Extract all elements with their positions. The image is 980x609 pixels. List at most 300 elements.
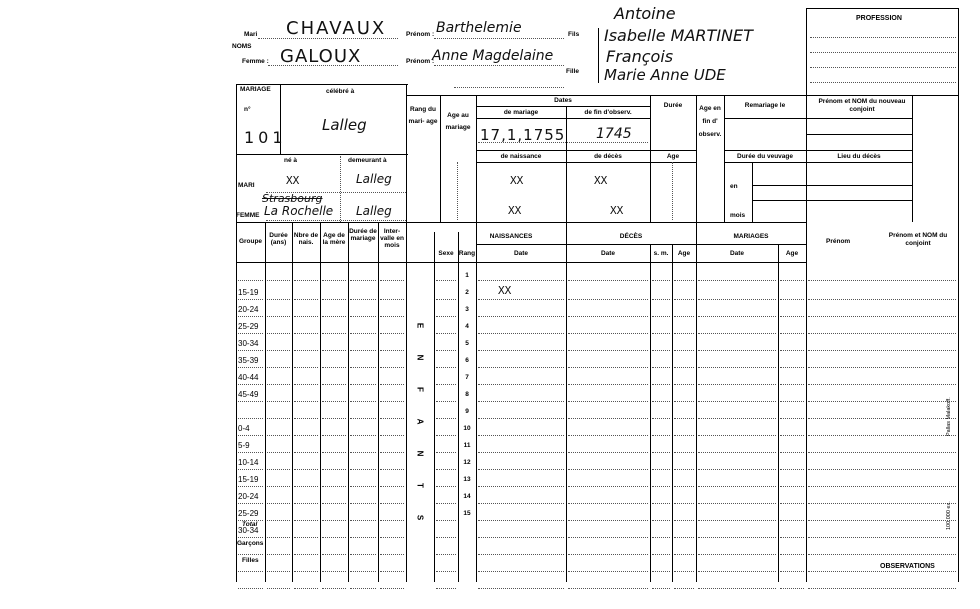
- dates-label: Dates: [554, 97, 572, 104]
- row-dotted-line: [322, 520, 346, 521]
- row-dotted-line: [267, 316, 290, 317]
- row-dotted-line: [674, 486, 694, 487]
- printer-name: Pallas Malakoff.: [946, 397, 952, 436]
- row-dotted-line: [652, 469, 670, 470]
- row-dotted-line: [568, 401, 648, 402]
- fils-label: Fils: [568, 31, 580, 38]
- vertical-letter: E: [415, 322, 425, 329]
- mari-deces: XX: [594, 174, 608, 187]
- ne-a-label: né à: [284, 157, 298, 164]
- row-dotted-line: [436, 367, 456, 368]
- row-dotted-line: [294, 350, 318, 351]
- header-extra-line: [454, 87, 564, 88]
- row-dotted-line: [267, 367, 290, 368]
- age-dots: [672, 162, 673, 220]
- dates-sub-line: [476, 118, 650, 119]
- row-dotted-line: [238, 316, 263, 317]
- row-dotted-line: [380, 350, 404, 351]
- date-line: [478, 142, 648, 143]
- mariage-place: Lalleg: [322, 116, 367, 134]
- row-dotted-line: [238, 435, 263, 436]
- row-dotted-line: [436, 350, 456, 351]
- row-dotted-line: [780, 350, 804, 351]
- row-dotted-line: [652, 280, 670, 281]
- row-dotted-line: [652, 554, 670, 555]
- prenom-label-femme: Prénom :: [406, 58, 435, 65]
- row-dotted-line: [380, 418, 404, 419]
- vertical-letter: T: [415, 483, 425, 488]
- enfants-col-v: [650, 244, 651, 582]
- row-dotted-line: [238, 537, 263, 538]
- naissances-label: NAISSANCES: [489, 233, 533, 240]
- row-dotted-line: [436, 571, 456, 572]
- dates-top: [406, 95, 806, 96]
- row-dotted-line: [652, 333, 670, 334]
- row-dotted-line: [568, 588, 648, 589]
- row-dotted-line: [780, 418, 804, 419]
- row-dotted-line: [808, 316, 956, 317]
- row-dotted-line: [652, 299, 670, 300]
- form-right-border: [958, 8, 959, 582]
- conjoint-label: Prénom et NOM du conjoint: [888, 232, 948, 247]
- row-dotted-line: [780, 435, 804, 436]
- row-dotted-line: [652, 316, 670, 317]
- row-dotted-line: [568, 350, 648, 351]
- row-dotted-line: [674, 280, 694, 281]
- row-dotted-line: [350, 384, 376, 385]
- row-dotted-line: [698, 588, 776, 589]
- row-dotted-line: [322, 588, 346, 589]
- row-dotted-line: [322, 537, 346, 538]
- row-dotted-line: [436, 316, 456, 317]
- enfants-col-v: [672, 244, 673, 582]
- row-dotted-line: [568, 486, 648, 487]
- row-dotted-line: [436, 299, 456, 300]
- row-dotted-line: [294, 469, 318, 470]
- row-dotted-line: [294, 401, 318, 402]
- row-dotted-line: [238, 554, 263, 555]
- profession-line: [810, 37, 956, 38]
- veuvage-line: [752, 200, 806, 201]
- group-row-label: 30-34: [238, 526, 259, 535]
- row-dotted-line: [698, 418, 776, 419]
- de-mariage-label: de mariage: [503, 109, 539, 116]
- row-dotted-line: [698, 316, 776, 317]
- row-dotted-line: [322, 316, 346, 317]
- row-dotted-line: [350, 350, 376, 351]
- mari-ne: XX: [286, 174, 300, 187]
- row-dotted-line: [436, 520, 456, 521]
- femme-naissance: XX: [508, 204, 522, 217]
- row-dotted-line: [322, 452, 346, 453]
- row-dotted-line: [238, 367, 263, 368]
- right-panel-line: [806, 150, 912, 151]
- row-dotted-line: [350, 588, 376, 589]
- row-dotted-line: [652, 520, 670, 521]
- row-dotted-line: [380, 588, 404, 589]
- row-dotted-line: [780, 469, 804, 470]
- row-dotted-line: [322, 571, 346, 572]
- row-dotted-line: [674, 571, 694, 572]
- row-dotted-line: [652, 401, 670, 402]
- row-dotted-line: [698, 401, 776, 402]
- row-dotted-line: [322, 503, 346, 504]
- row-dotted-line: [698, 520, 776, 521]
- row-dotted-line: [478, 588, 564, 589]
- row-dotted-line: [267, 554, 290, 555]
- femme-demeurant: Lalleg: [356, 204, 392, 218]
- row-dotted-line: [478, 367, 564, 368]
- mariage-right-v: [406, 84, 407, 222]
- row-dotted-line: [698, 469, 776, 470]
- duree-label: Durée: [663, 102, 683, 109]
- group-row-label: 30-34: [238, 339, 259, 348]
- femme-ne-struck: Strasbourg: [262, 192, 323, 205]
- mariage-row-line: [266, 220, 406, 221]
- enfants-col-v: [566, 222, 567, 582]
- fin-observ-label: de fin d'observ.: [584, 109, 632, 116]
- age-mariage-label: Age au mariage: [445, 112, 471, 131]
- row-dotted-line: [780, 537, 804, 538]
- row-dotted-line: [568, 367, 648, 368]
- mari-demeurant: Lalleg: [356, 172, 392, 186]
- vertical-letter: S: [415, 514, 425, 521]
- row-dotted-line: [478, 452, 564, 453]
- dates-sub-line: [650, 162, 696, 163]
- row-dotted-line: [380, 503, 404, 504]
- row-dotted-line: [294, 316, 318, 317]
- row-dotted-line: [380, 435, 404, 436]
- dates-sub-line: [724, 150, 806, 151]
- row-dotted-line: [380, 384, 404, 385]
- row-dotted-line: [698, 299, 776, 300]
- profession-label: PROFESSION: [856, 15, 902, 22]
- nbre-nais-label: Nbre de nais.: [293, 232, 319, 246]
- group-row-label: 5-9: [238, 441, 250, 450]
- rang-label: Rang: [458, 250, 476, 257]
- row-dotted-line: [238, 452, 263, 453]
- rank-number: 3: [465, 306, 469, 313]
- deces-label: de décès: [594, 153, 622, 160]
- rank-number: 10: [463, 425, 471, 432]
- rank-number: 4: [465, 323, 469, 330]
- group-row-label: 35-39: [238, 356, 259, 365]
- row-dotted-line: [294, 299, 318, 300]
- row-dotted-line: [238, 469, 263, 470]
- child-name-4: Marie Anne UDE: [604, 66, 726, 84]
- row-dotted-line: [380, 469, 404, 470]
- profession-line: [810, 52, 956, 53]
- enfants-col-v: [696, 222, 697, 582]
- row-dotted-line: [808, 350, 956, 351]
- row-dotted-line: [238, 401, 263, 402]
- row-dotted-line: [238, 280, 263, 281]
- group-row-label: 25-29: [238, 509, 259, 518]
- row-dotted-line: [698, 280, 776, 281]
- row-dotted-line: [674, 537, 694, 538]
- age-mere-label: Age de la mère: [322, 232, 346, 246]
- mari-naissance: XX: [510, 174, 524, 187]
- femme-deces: XX: [610, 204, 624, 217]
- rank-number: 11: [463, 442, 471, 449]
- row-dotted-line: [808, 503, 956, 504]
- row-dotted-line: [698, 350, 776, 351]
- deces-age-label: Age: [677, 250, 691, 257]
- row-dotted-line: [780, 401, 804, 402]
- fille-label: Fille: [566, 68, 580, 75]
- row-dotted-line: [267, 486, 290, 487]
- row-dotted-line: [568, 435, 648, 436]
- row-dotted-line: [808, 486, 956, 487]
- row-dotted-line: [652, 452, 670, 453]
- row-dotted-line: [436, 384, 456, 385]
- row-dotted-line: [238, 571, 263, 572]
- row-dotted-line: [674, 469, 694, 470]
- vertical-letter: N: [415, 354, 425, 361]
- row-dotted-line: [478, 418, 564, 419]
- veuvage-line: [752, 185, 806, 186]
- row-dotted-line: [808, 384, 956, 385]
- row-dotted-line: [478, 350, 564, 351]
- age-dots: [457, 162, 458, 220]
- age-fin-label: Age en fin d' observ.: [698, 105, 722, 138]
- row-dotted-line: [436, 486, 456, 487]
- femme-label: Femme :: [242, 58, 269, 65]
- duree-veuvage-label: Durée du veuvage: [737, 153, 793, 160]
- dates-col-v: [566, 106, 567, 222]
- row-dotted-line: [478, 503, 564, 504]
- group-col-v: [292, 222, 293, 582]
- group-row-label: 0-4: [238, 424, 250, 433]
- row-dotted-line: [674, 503, 694, 504]
- row-dotted-line: [238, 333, 263, 334]
- birth-entry-rank2: XX: [498, 284, 512, 297]
- row-dotted-line: [478, 401, 564, 402]
- row-dotted-line: [436, 452, 456, 453]
- row-dotted-line: [267, 435, 290, 436]
- row-dotted-line: [436, 280, 456, 281]
- rank-number: 9: [465, 408, 469, 415]
- row-dotted-line: [780, 280, 804, 281]
- group-row-label: 40-44: [238, 373, 259, 382]
- row-dotted-line: [322, 384, 346, 385]
- group-row-label: 25-29: [238, 322, 259, 331]
- date-fin: 1745: [596, 126, 632, 142]
- row-dotted-line: [380, 554, 404, 555]
- row-dotted-line: [808, 452, 956, 453]
- right-panel-line: [806, 185, 912, 186]
- row-dotted-line: [294, 537, 318, 538]
- right-panel-line: [806, 162, 912, 163]
- row-dotted-line: [238, 503, 263, 504]
- row-dotted-line: [238, 588, 263, 589]
- row-dotted-line: [568, 452, 648, 453]
- row-dotted-line: [808, 435, 956, 436]
- intervalle-label: Inter- valle en mois: [380, 228, 404, 249]
- group-row-label: 20-24: [238, 305, 259, 314]
- dates-sub-line: [724, 162, 806, 163]
- row-dotted-line: [380, 401, 404, 402]
- mariage-title: MARIAGE: [240, 86, 271, 93]
- form-top-border: [806, 8, 958, 9]
- group-row-label: 15-19: [238, 288, 259, 297]
- row-dotted-line: [674, 520, 694, 521]
- row-dotted-line: [478, 469, 564, 470]
- no-label: n°: [244, 106, 251, 113]
- en-label: en: [730, 183, 738, 190]
- row-dotted-line: [436, 503, 456, 504]
- row-dotted-line: [674, 401, 694, 402]
- row-dotted-line: [350, 503, 376, 504]
- row-dotted-line: [380, 486, 404, 487]
- row-dotted-line: [780, 316, 804, 317]
- row-dotted-line: [238, 520, 263, 521]
- duree-mariage-label: Durée de mariage: [349, 228, 377, 242]
- vertical-letter: A: [415, 418, 425, 425]
- row-dotted-line: [322, 418, 346, 419]
- row-dotted-line: [568, 554, 648, 555]
- row-dotted-line: [294, 435, 318, 436]
- row-dotted-line: [322, 486, 346, 487]
- veuvage-v: [752, 162, 753, 222]
- row-dotted-line: [322, 469, 346, 470]
- mari-label: Mari: [244, 31, 258, 38]
- row-dotted-line: [267, 469, 290, 470]
- dates-sub-line: [476, 150, 650, 151]
- row-dotted-line: [294, 554, 318, 555]
- row-dotted-line: [350, 401, 376, 402]
- row-dotted-line: [808, 469, 956, 470]
- row-dotted-line: [267, 452, 290, 453]
- row-dotted-line: [238, 299, 263, 300]
- demeurant-label: demeurant à: [348, 157, 387, 164]
- row-dotted-line: [350, 280, 376, 281]
- row-dotted-line: [808, 588, 956, 589]
- row-dotted-line: [238, 350, 263, 351]
- row-dotted-line: [568, 299, 648, 300]
- row-dotted-line: [652, 503, 670, 504]
- row-dotted-line: [436, 588, 456, 589]
- mariage-top: [236, 84, 408, 85]
- enfants-col-v: [476, 222, 477, 582]
- row-dotted-line: [322, 280, 346, 281]
- row-dotted-line: [808, 571, 956, 572]
- filles-label: Filles: [242, 557, 259, 564]
- row-dotted-line: [350, 435, 376, 436]
- row-dotted-line: [436, 435, 456, 436]
- right-panel-line: [806, 134, 912, 135]
- row-dotted-line: [267, 299, 290, 300]
- row-dotted-line: [478, 486, 564, 487]
- row-dotted-line: [808, 537, 956, 538]
- row-dotted-line: [478, 299, 564, 300]
- row-dotted-line: [674, 367, 694, 368]
- rank-number: 6: [465, 357, 469, 364]
- group-row-label: 15-19: [238, 475, 259, 484]
- row-dotted-line: [568, 316, 648, 317]
- row-dotted-line: [652, 588, 670, 589]
- row-dotted-line: [267, 418, 290, 419]
- row-dotted-line: [674, 333, 694, 334]
- row-dotted-line: [380, 367, 404, 368]
- rank-number: 2: [465, 289, 469, 296]
- row-dotted-line: [478, 537, 564, 538]
- duree-ans-label: Durée (ans): [269, 232, 288, 246]
- row-dotted-line: [267, 350, 290, 351]
- print-run: 100.000 ex.: [946, 501, 952, 530]
- row-dotted-line: [478, 571, 564, 572]
- row-dotted-line: [294, 384, 318, 385]
- row-dotted-line: [808, 299, 956, 300]
- right-panel-line: [806, 200, 912, 201]
- row-dotted-line: [436, 537, 456, 538]
- row-dotted-line: [780, 299, 804, 300]
- row-dotted-line: [674, 316, 694, 317]
- row-dotted-line: [294, 503, 318, 504]
- lieu-deces-label: Lieu du décès: [837, 153, 881, 160]
- row-dotted-line: [652, 435, 670, 436]
- row-dotted-line: [698, 452, 776, 453]
- mariage-number: 101: [244, 128, 287, 147]
- row-dotted-line: [350, 571, 376, 572]
- group-col-v: [265, 222, 266, 582]
- row-dotted-line: [350, 486, 376, 487]
- row-dotted-line: [674, 350, 694, 351]
- observations-label: OBSERVATIONS: [880, 563, 935, 570]
- row-dotted-line: [478, 384, 564, 385]
- mois-label: mois: [730, 212, 746, 219]
- mariage-dotted-divider: [340, 156, 341, 222]
- row-dotted-line: [350, 554, 376, 555]
- child-name-3: François: [606, 47, 674, 66]
- row-dotted-line: [436, 418, 456, 419]
- row-dotted-line: [674, 384, 694, 385]
- row-dotted-line: [267, 280, 290, 281]
- dates-sub-line: [476, 162, 650, 163]
- row-dotted-line: [380, 452, 404, 453]
- row-dotted-line: [808, 401, 956, 402]
- row-dotted-line: [674, 418, 694, 419]
- femme-row-label: FEMME: [236, 212, 260, 219]
- row-dotted-line: [652, 350, 670, 351]
- row-dotted-line: [780, 503, 804, 504]
- prenom-enfant-label: Prénom: [826, 238, 851, 245]
- rank-number: 1: [465, 272, 469, 279]
- row-dotted-line: [568, 333, 648, 334]
- row-dotted-line: [698, 384, 776, 385]
- row-dotted-line: [698, 486, 776, 487]
- row-dotted-line: [698, 333, 776, 334]
- wife-surname-line: [268, 65, 398, 66]
- age-col-label: Age: [666, 153, 680, 160]
- rank-number: 7: [465, 374, 469, 381]
- husband-firstname-line: [434, 38, 564, 39]
- row-dotted-line: [294, 520, 318, 521]
- naissance-label: de naissance: [500, 153, 542, 160]
- husband-surname-line: [258, 38, 398, 39]
- row-dotted-line: [294, 367, 318, 368]
- row-dotted-line: [322, 299, 346, 300]
- row-dotted-line: [652, 537, 670, 538]
- child-bracket: [598, 28, 599, 83]
- row-dotted-line: [267, 401, 290, 402]
- row-dotted-line: [674, 452, 694, 453]
- vertical-letter: F: [415, 387, 425, 392]
- row-dotted-line: [267, 520, 290, 521]
- rank-number: 5: [465, 340, 469, 347]
- group-col-v: [348, 222, 349, 582]
- lower-header-bottom: [236, 262, 806, 263]
